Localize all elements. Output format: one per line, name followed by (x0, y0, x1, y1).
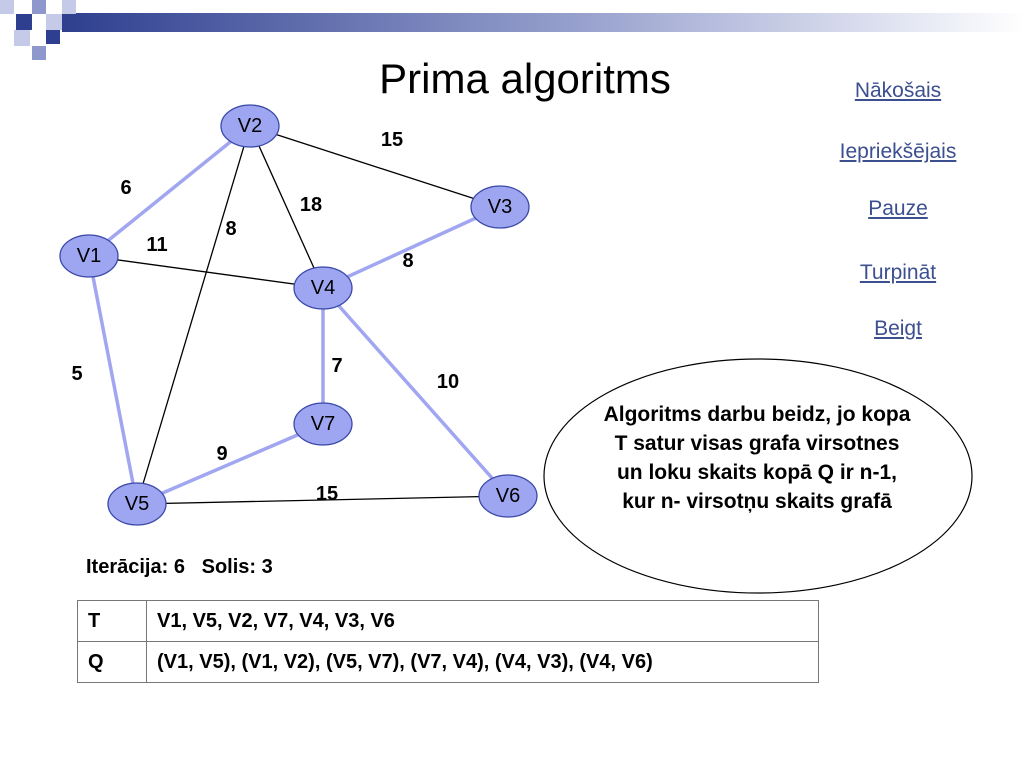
table-cell-key: Q (78, 642, 147, 683)
edge-v3-v4 (323, 207, 500, 288)
edge-weight-v7-v5: 9 (216, 443, 228, 465)
node-label: V1 (76, 245, 102, 267)
node-label: V6 (495, 485, 521, 507)
edge-weight-v1-v5: 5 (71, 363, 83, 385)
table-cell-key: T (78, 601, 147, 642)
edge-weight-v2-v5: 8 (225, 218, 237, 240)
edge-weight-v4-v6: 10 (436, 371, 460, 393)
node-label: V7 (310, 413, 336, 435)
edge-weight-v1-v4: 11 (146, 234, 168, 256)
resume-link[interactable]: Turpināt (859, 261, 937, 284)
iteration-status: Iterācija: 6 Solis: 3 (86, 556, 273, 578)
edge-v2-v5 (137, 126, 250, 504)
node-label: V5 (124, 493, 150, 515)
edge-v1-v5 (89, 256, 137, 504)
table-row (78, 601, 819, 642)
table-cell-value: (V1, V5), (V1, V2), (V5, V7), (V7, V4), (V4, V3), (V4, V6) (147, 642, 819, 683)
result-table (77, 600, 819, 683)
edge-v7-v5 (137, 424, 323, 504)
node-v4 (294, 267, 352, 309)
edge-weight-v3-v4: 8 (402, 250, 414, 272)
edge-weight-v1-v2: 6 (120, 177, 132, 199)
edge-v4-v6 (323, 288, 508, 496)
pause-link[interactable]: Pauze (868, 197, 928, 220)
edge-weight-v4-v7: 7 (331, 355, 343, 377)
node-v7 (294, 403, 352, 445)
completion-message: Algoritms darbu beidz, jo kopa T satur visas grafa virsotnes un loku skaits kopā Q ir n-1, kur n- virsotņu skaits grafā (603, 403, 911, 513)
table-cell-value: V1, V5, V2, V7, V4, V3, V6 (147, 601, 819, 642)
page-title: Prima algoritms (379, 55, 671, 102)
node-v1 (60, 235, 118, 277)
next-link[interactable]: Nākošais (854, 79, 942, 102)
node-v3 (471, 186, 529, 228)
node-v5 (108, 483, 166, 525)
edge-v2-v3 (250, 126, 500, 207)
node-label: V2 (237, 115, 263, 137)
node-v2 (221, 105, 279, 147)
previous-link[interactable]: Iepriekšējais (839, 140, 957, 163)
node-v6 (479, 475, 537, 517)
edge-weight-v2-v3: 15 (380, 129, 404, 151)
edge-weight-v5-v6: 15 (315, 483, 339, 505)
node-label: V4 (310, 277, 336, 299)
node-label: V3 (487, 196, 513, 218)
table-row (78, 642, 819, 683)
edge-weight-v2-v4: 18 (299, 194, 323, 216)
end-link[interactable]: Beigt (874, 317, 922, 340)
